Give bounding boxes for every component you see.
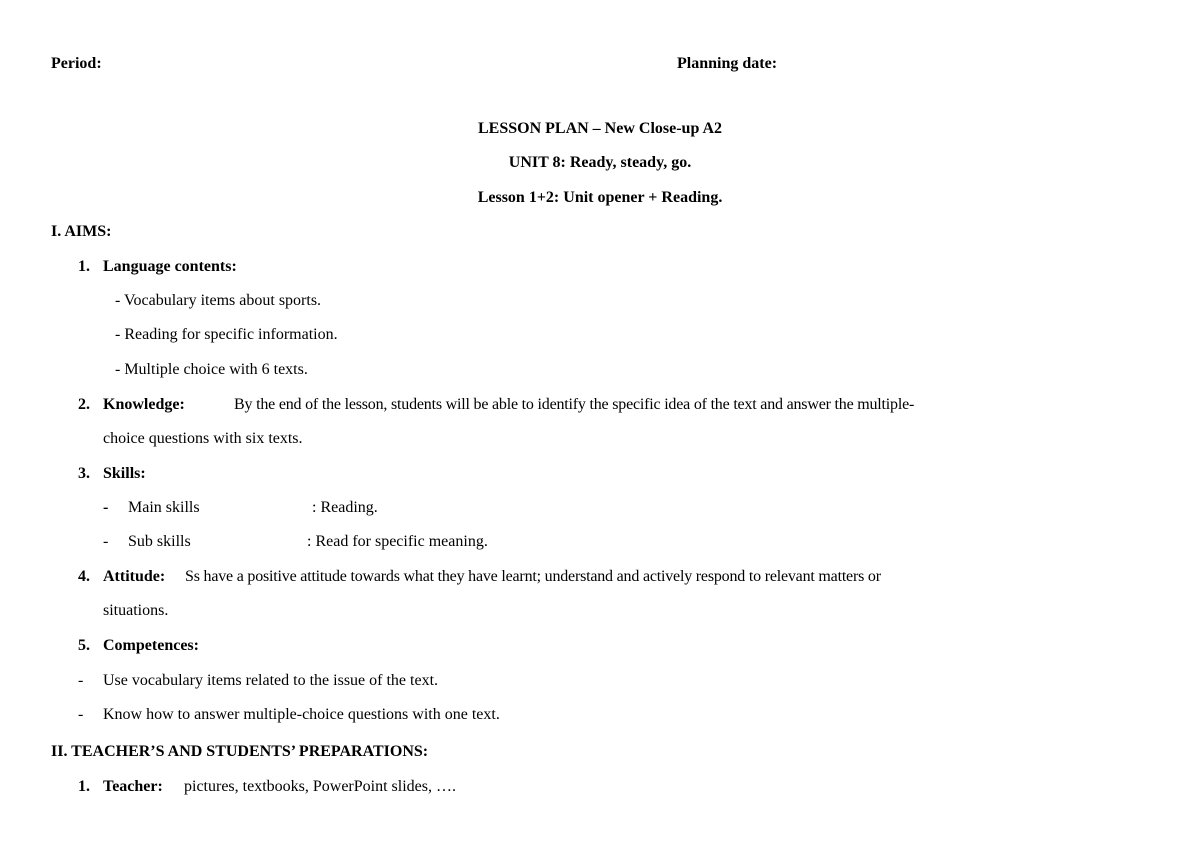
skill-bullet: - xyxy=(103,533,109,550)
knowledge-label: Knowledge: xyxy=(103,396,185,413)
skill-name: Main skills xyxy=(128,499,200,516)
attitude-label: Attitude: xyxy=(103,568,166,585)
language-contents-label: Language contents: xyxy=(103,258,237,275)
skill-bullet: - xyxy=(103,499,109,516)
language-item: - Multiple choice with 6 texts. xyxy=(115,361,308,378)
knowledge-text-continued: choice questions with six texts. xyxy=(103,430,303,447)
knowledge-number: 2. xyxy=(78,396,90,413)
attitude-number: 4. xyxy=(78,568,90,585)
competences-label: Competences: xyxy=(103,637,199,654)
knowledge-text: By the end of the lesson, students will be able to identify the specific idea of the text and answer the multiple- xyxy=(234,396,915,413)
teacher-materials: pictures, textbooks, PowerPoint slides, …. xyxy=(184,778,456,795)
skill-value: : Reading. xyxy=(312,499,378,516)
teacher-label: Teacher: xyxy=(103,778,163,795)
competence-item: Use vocabulary items related to the issue of the text. xyxy=(103,672,439,689)
teacher-number: 1. xyxy=(78,778,90,795)
lesson-title: Lesson 1+2: Unit opener + Reading. xyxy=(477,189,723,206)
unit-title: UNIT 8: Ready, steady, go. xyxy=(508,154,692,171)
period-label: Period: xyxy=(51,55,102,72)
skill-name: Sub skills xyxy=(128,533,191,550)
aims-heading: I. AIMS: xyxy=(51,223,112,240)
language-item: - Reading for specific information. xyxy=(115,326,338,343)
planning-date-label: Planning date: xyxy=(677,55,778,72)
skills-label: Skills: xyxy=(103,465,146,482)
competence-item: Know how to answer multiple-choice questions with one text. xyxy=(103,706,500,723)
competences-number: 5. xyxy=(78,637,90,654)
attitude-text: Ss have a positive attitude towards what they have learnt; understand and actively respond to relevant matters or xyxy=(185,568,881,585)
competence-bullet: - xyxy=(78,706,84,723)
preparations-heading: II. TEACHER’S AND STUDENTS’ PREPARATIONS: xyxy=(51,743,429,760)
lesson-plan-title: LESSON PLAN – New Close-up A2 xyxy=(477,120,723,137)
competence-bullet: - xyxy=(78,672,84,689)
skill-value: : Read for specific meaning. xyxy=(307,533,488,550)
language-number: 1. xyxy=(78,258,90,275)
skills-number: 3. xyxy=(78,465,90,482)
language-item: - Vocabulary items about sports. xyxy=(115,292,322,309)
attitude-text-continued: situations. xyxy=(103,602,169,619)
